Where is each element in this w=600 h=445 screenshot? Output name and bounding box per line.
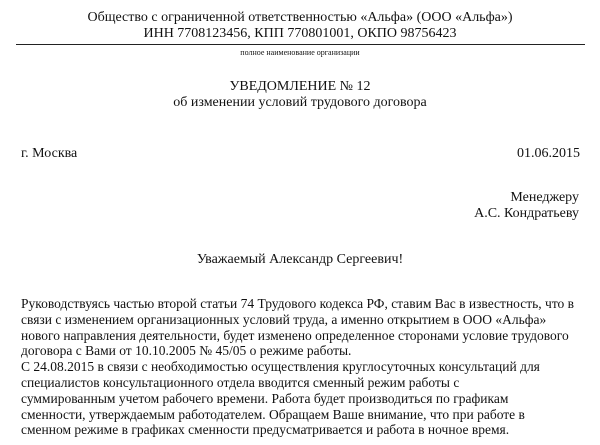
notice-title: УВЕДОМЛЕНИЕ № 12 [229,79,371,94]
notice-body [21,296,591,438]
body-line: сменном режиме в графиках сменности предусматривается и работа в ночное время. [21,422,510,438]
body-line: Руководствуясь частью второй статьи 74 Трудового кодекса РФ, ставим Вас в известность, что в [21,296,575,311]
body-line: нового направления деятельности, будет изменено определенное сторонами условие трудового [21,327,569,343]
body-line: договора с Вами от 10.10.2005 № 45/05 о режиме работы. [21,343,352,359]
body-line: специалистов консультационного отдела вводится сменный режим работы с [21,374,460,390]
notice-subtitle: об изменении условий трудового договора [173,95,427,110]
body-line: суммированным учетом рабочего времени. Работа будет производиться по графикам [21,390,509,406]
organization-underline [16,44,585,45]
addressee-name: А.С. Кондратьеву [474,206,579,221]
organization-name: Общество с ограниченной ответственностью «Альфа» (ООО «Альфа») [87,10,513,25]
organization-caption: полное наименование организации [240,48,360,57]
document-date: 01.06.2015 [517,146,580,161]
greeting: Уважаемый Александр Сергеевич! [196,252,404,267]
city: г. Москва [21,146,78,161]
organization-codes: ИНН 7708123456, КПП 770801001, ОКПО 98756423 [143,26,457,41]
body-line: сменности, утверждаемым работодателем. Обращаем Ваше внимание, что при работе в [21,406,525,422]
body-line: С 24.08.2015 в связи с необходимостью осуществления круглосуточных консультаций для [21,359,540,375]
addressee-position: Менеджеру [510,190,579,205]
body-line: связи с изменением организационных условий труда, а именно открытием в ООО «Альфа» [21,311,547,327]
